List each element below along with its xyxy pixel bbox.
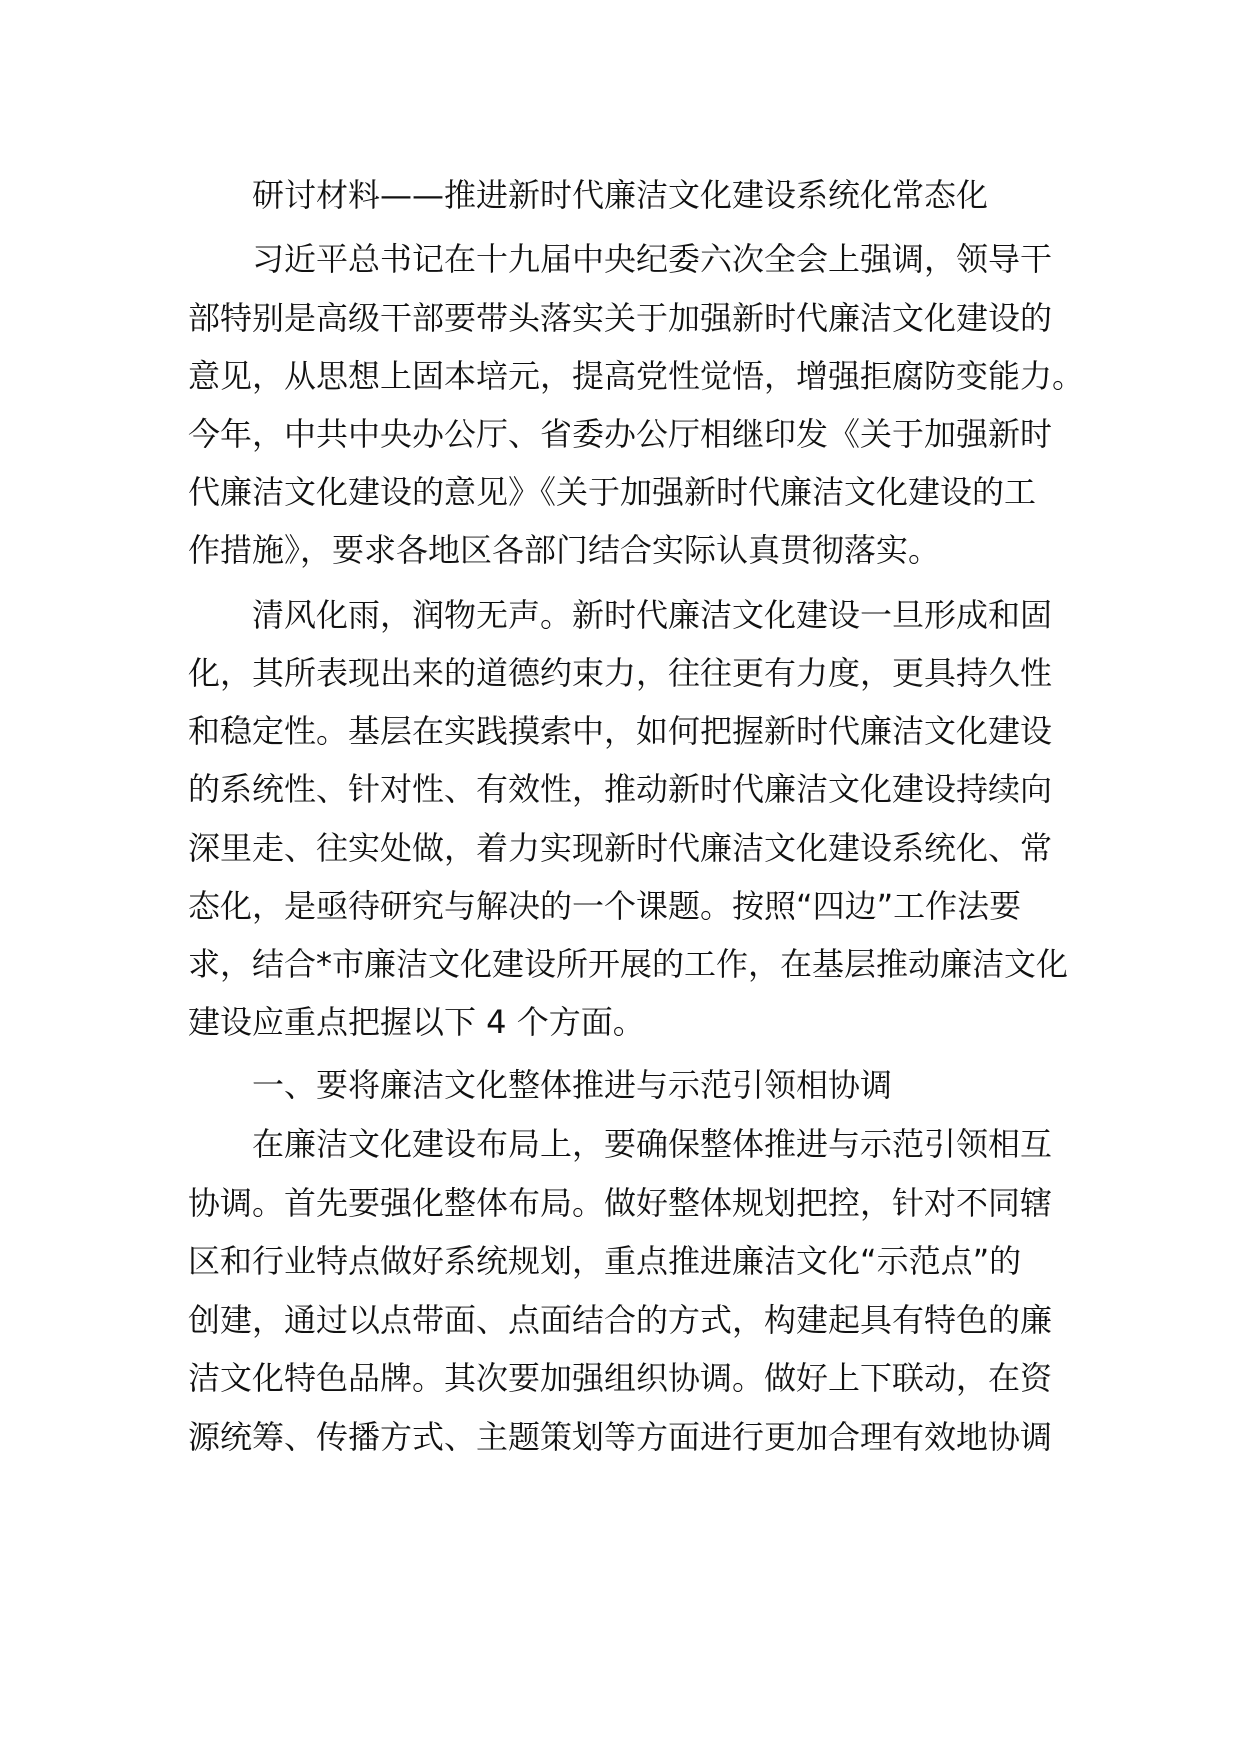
paragraph-line: 习近平总书记在十九届中央纪委六次全会上强调，领导干: [252, 240, 1053, 278]
paragraph-line: 在廉洁文化建设布局上，要确保整体推进与示范引领相互: [252, 1125, 1053, 1163]
paragraph-line: 态化，是亟待研究与解决的一个课题。按照“四边”工作法要: [188, 887, 1022, 925]
paragraph-line: 源统筹、传播方式、主题策划等方面进行更加合理有效地协调: [188, 1418, 1053, 1456]
paragraph-line: 求，结合*市廉洁文化建设所开展的工作，在基层推动廉洁文化: [188, 945, 1069, 983]
paragraph-line: 深里走、往实处做，着力实现新时代廉洁文化建设系统化、常: [188, 829, 1053, 867]
paragraph-line: 洁文化特色品牌。其次要加强组织协调。做好上下联动，在资: [188, 1359, 1053, 1397]
paragraph-line: 代廉洁文化建设的意见》《关于加强新时代廉洁文化建设的工: [188, 473, 1037, 511]
paragraph-line: 化，其所表现出来的道德约束力，往往更有力度，更具持久性: [188, 654, 1053, 692]
paragraph-line: 的系统性、针对性、有效性，推动新时代廉洁文化建设持续向: [188, 770, 1053, 808]
paragraph-line: 区和行业特点做好系统规划，重点推进廉洁文化“示范点”的: [188, 1242, 1022, 1280]
paragraph-line: 建设应重点把握以下 4 个方面。: [188, 1003, 645, 1041]
paragraph-line: 协调。首先要强化整体布局。做好整体规划把控，针对不同辖: [188, 1184, 1053, 1222]
section-heading: 一、要将廉洁文化整体推进与示范引领相协调: [252, 1066, 893, 1104]
paragraph-line: 今年，中共中央办公厅、省委办公厅相继印发《关于加强新时: [188, 415, 1053, 453]
paragraph-line: 作措施》，要求各地区各部门结合实际认真贯彻落实。: [188, 531, 941, 569]
document-title: 研讨材料——推进新时代廉洁文化建设系统化常态化: [252, 176, 989, 214]
paragraph-line: 和稳定性。基层在实践摸索中，如何把握新时代廉洁文化建设: [188, 712, 1053, 750]
paragraph-line: 创建，通过以点带面、点面结合的方式，构建起具有特色的廉: [188, 1301, 1053, 1339]
paragraph-line: 清风化雨，润物无声。新时代廉洁文化建设一旦形成和固: [252, 596, 1053, 634]
paragraph-line: 意见，从思想上固本培元，提高党性觉悟，增强拒腐防变能力。: [188, 357, 1085, 395]
paragraph-line: 部特别是高级干部要带头落实关于加强新时代廉洁文化建设的: [188, 299, 1053, 337]
